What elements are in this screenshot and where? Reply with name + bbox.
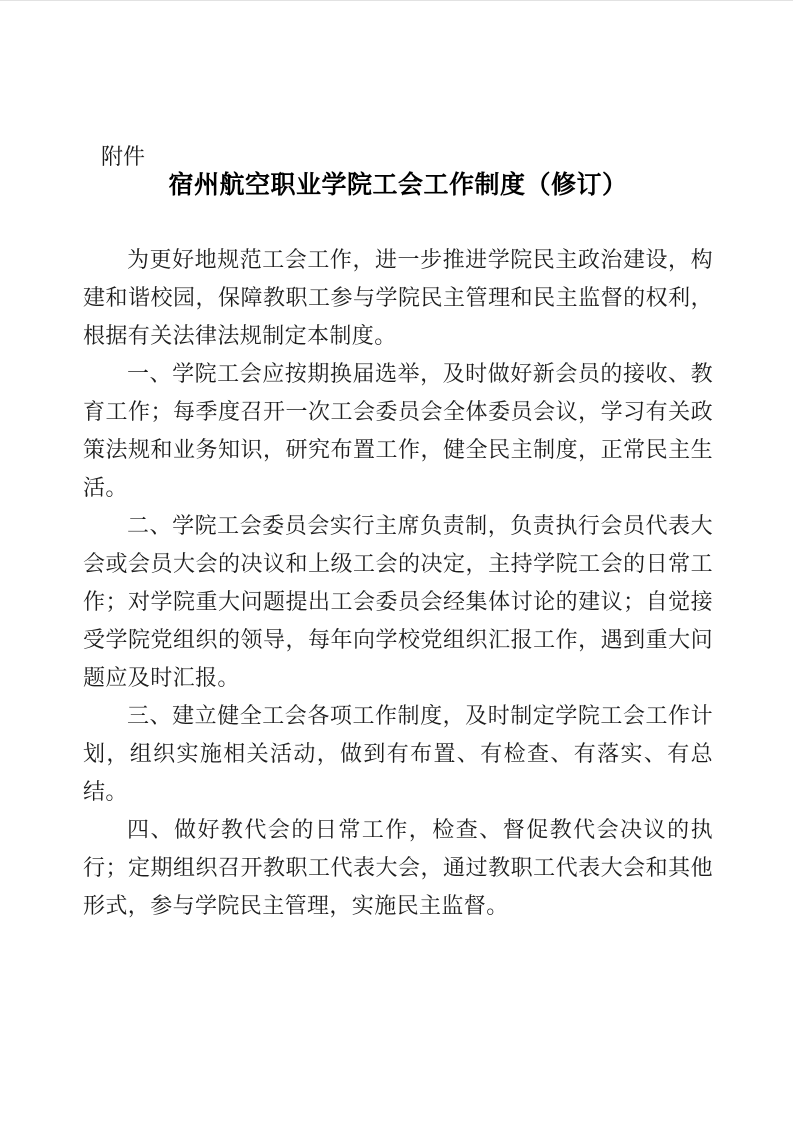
document-title: 宿州航空职业学院工会工作制度（修订）: [168, 172, 628, 199]
body-paragraph: 一、学院工会应按期换届选举，及时做好新会员的接收、教育工作；每季度召开一次工会委员会全体委员会议，学习有关政策法规和业务知识，研究布置工作，健全民主制度，正常民主生活。: [83, 361, 713, 500]
body-paragraph: 三、建立健全工会各项工作制度，及时制定学院工会工作计划，组织实施相关活动，做到有布置、有检查、有落实、有总结。: [83, 703, 713, 804]
attachment-label: 附件: [101, 144, 146, 169]
document-body: [83, 241, 713, 925]
body-paragraph: 二、学院工会委员会实行主席负责制，负责执行会员代表大会或会员大会的决议和上级工会的决定，主持学院工会的日常工作；对学院重大问题提出工会委员会经集体讨论的建议；自觉接受学院党组织的领导，每年向学校党组织汇报工作，遇到重大问题应及时汇报。: [83, 513, 713, 690]
body-paragraph: 四、做好教代会的日常工作，检查、督促教代会决议的执行；定期组织召开教职工代表大会，通过教职工代表大会和其他形式，参与学院民主管理，实施民主监督。: [83, 817, 713, 918]
body-paragraph: 为更好地规范工会工作，进一步推进学院民主政治建设，构建和谐校园，保障教职工参与学院民主管理和民主监督的权利，根据有关法律法规制定本制度。: [83, 247, 713, 348]
